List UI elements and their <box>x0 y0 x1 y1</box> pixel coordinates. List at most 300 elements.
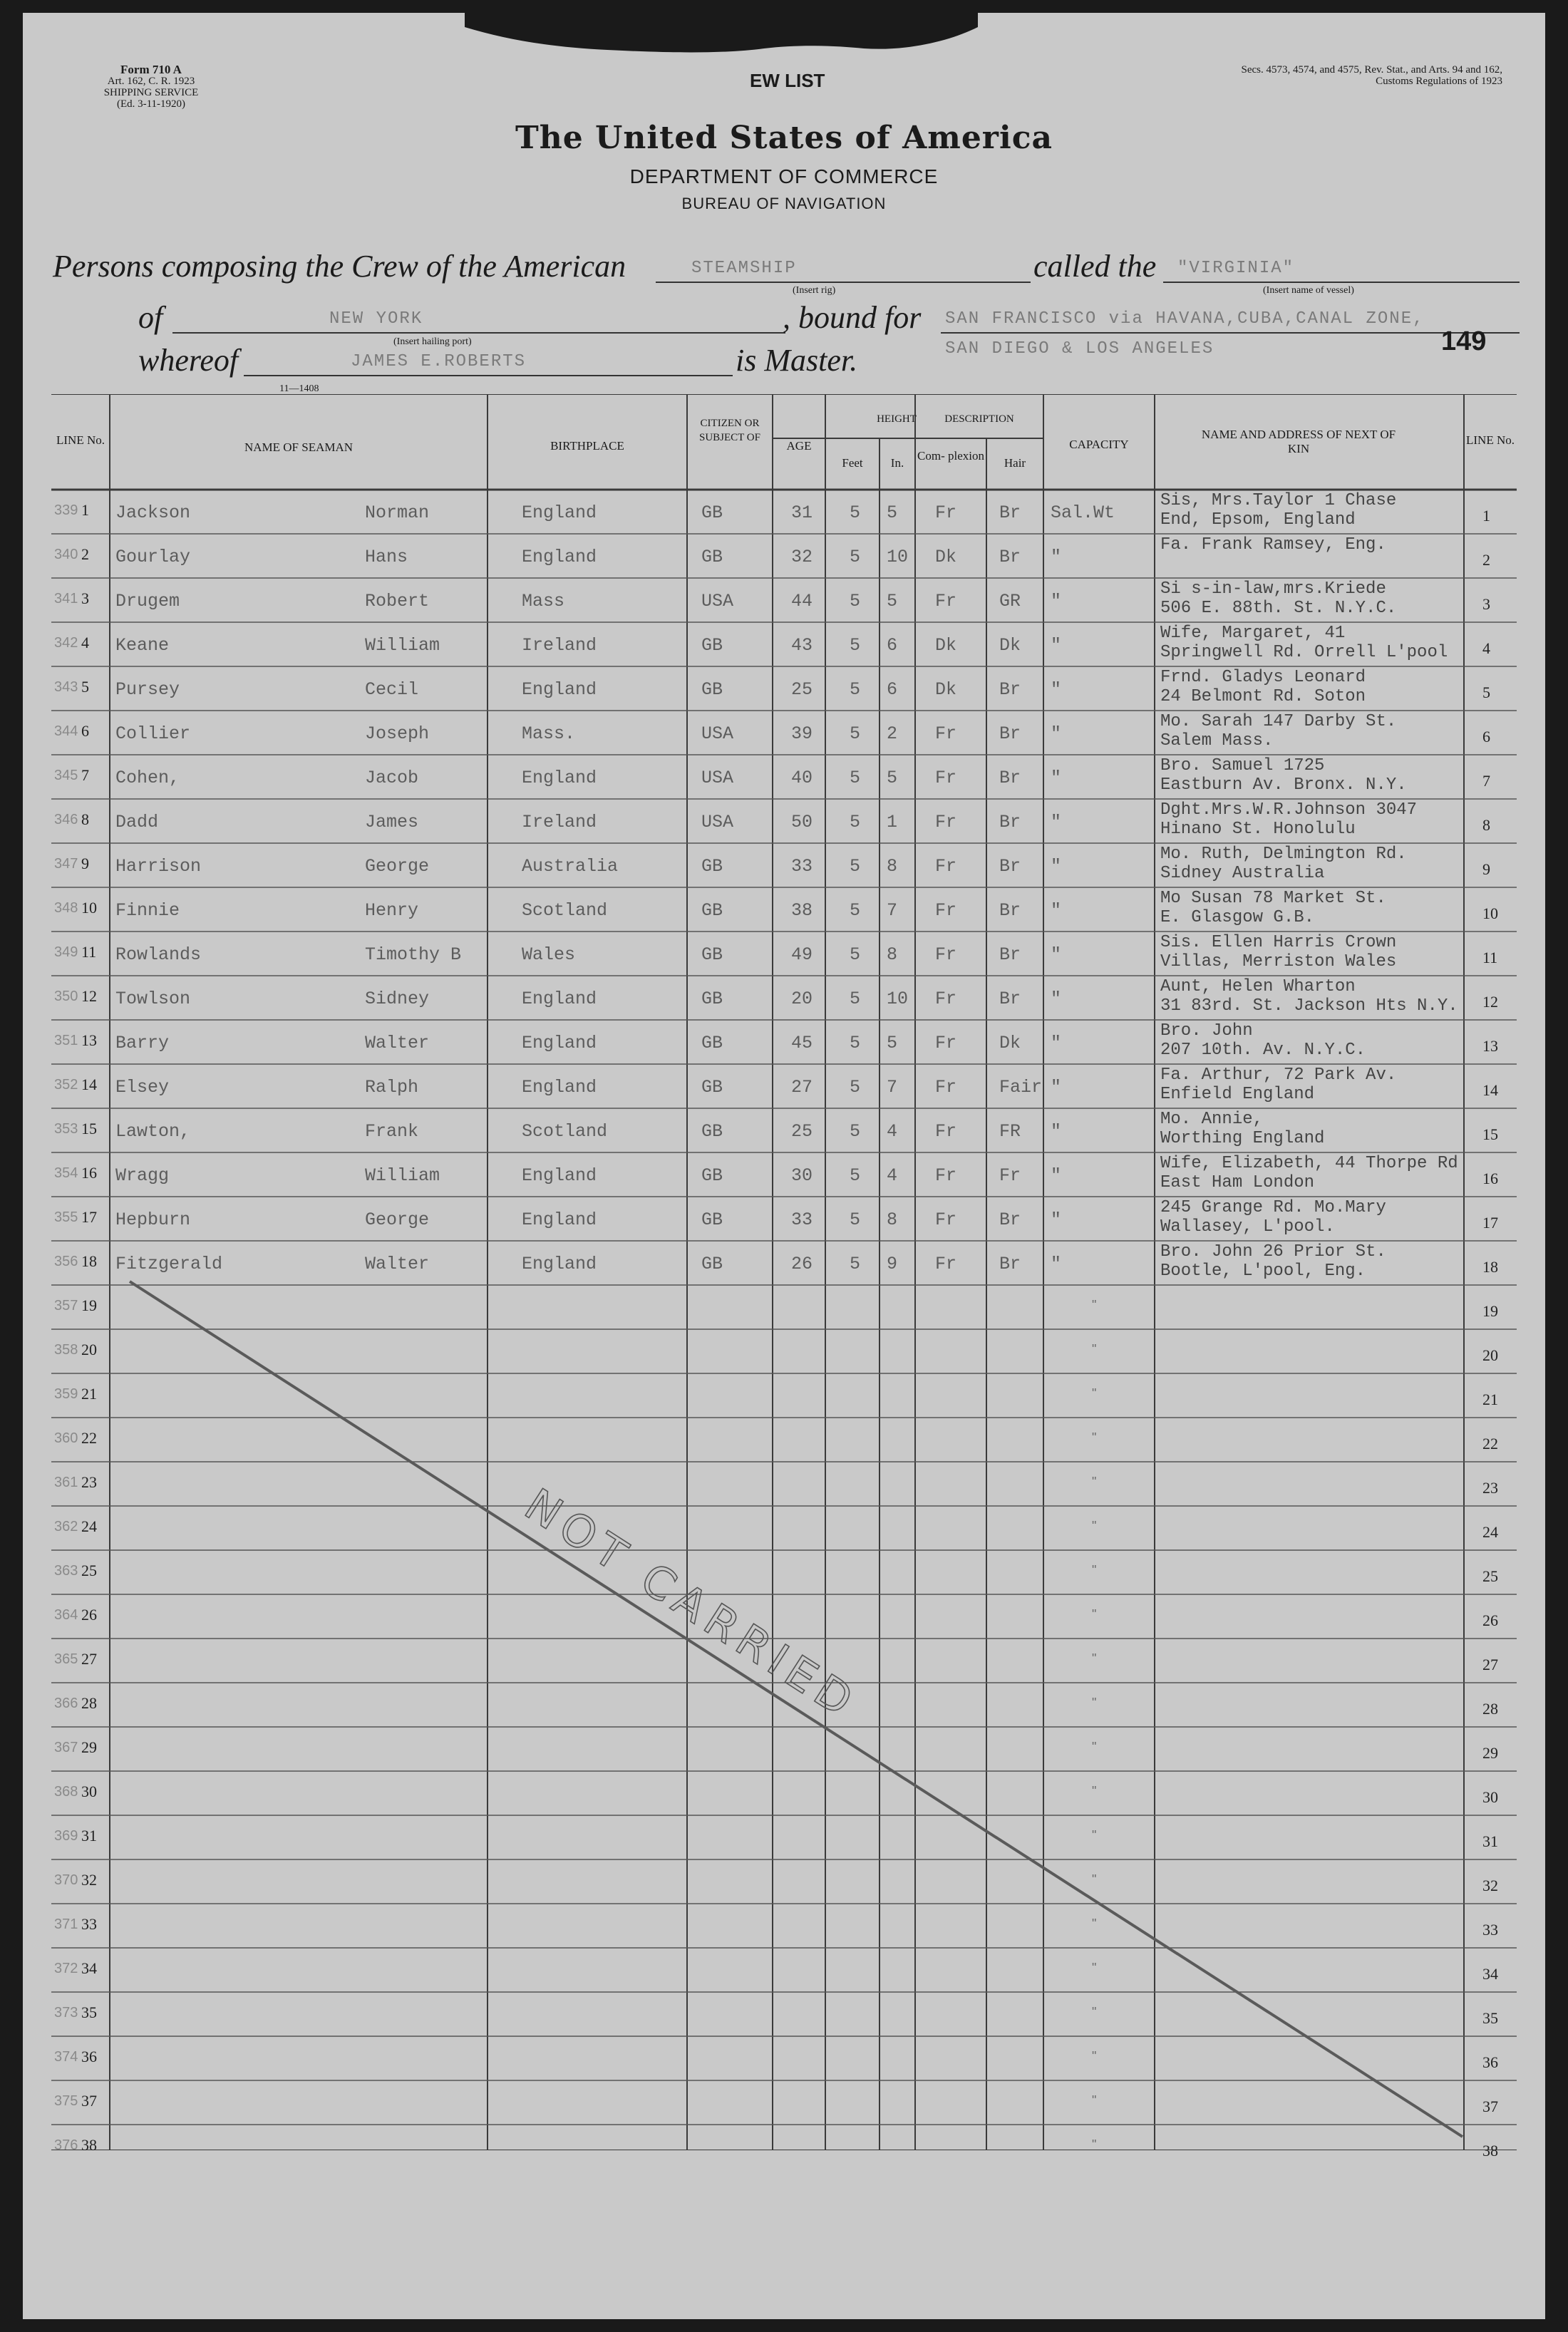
header-age: AGE <box>786 439 812 453</box>
seaman-surname: Towlson <box>115 989 191 1009</box>
complexion: Fr <box>935 1165 957 1186</box>
stamped-number: 342 <box>54 635 78 651</box>
stamped-number: 372 <box>54 1961 78 1976</box>
capacity: " <box>1051 1165 1062 1186</box>
height-inches: 5 <box>887 502 898 523</box>
citizenship: GB <box>701 1209 723 1230</box>
line-number-right: 7 <box>1482 772 1490 790</box>
capacity-ditto: " <box>1092 1784 1097 1798</box>
seaman-surname: Finnie <box>115 900 180 921</box>
capacity-ditto: " <box>1092 1519 1097 1533</box>
line-number-right: 16 <box>1482 1170 1498 1187</box>
line-number-right: 9 <box>1482 860 1490 878</box>
next-of-kin-line2: E. Glasgow G.B. <box>1160 908 1315 927</box>
stamped-number: 360 <box>54 1430 78 1446</box>
age: 30 <box>791 1165 813 1186</box>
hair: Br <box>999 812 1021 832</box>
line-number: 30 <box>81 1782 97 1800</box>
height-inches: 5 <box>887 768 898 788</box>
stamped-number: 348 <box>54 900 78 916</box>
line-number-right: 26 <box>1482 1611 1498 1629</box>
seaman-surname: Dadd <box>115 812 159 832</box>
height-feet: 5 <box>850 768 861 788</box>
height-inches: 8 <box>887 1209 898 1230</box>
stamped-number: 363 <box>54 1563 78 1579</box>
line-number-right: 6 <box>1482 728 1490 745</box>
capacity-ditto: " <box>1092 1430 1097 1445</box>
line-number-right: 33 <box>1482 1921 1498 1939</box>
stamped-number: 370 <box>54 1872 78 1888</box>
next-of-kin-line1: Mo. Ruth, Delmington Rd. <box>1160 845 1407 864</box>
height-inches: 10 <box>887 989 909 1009</box>
stamped-number: 339 <box>54 502 78 518</box>
line-number: 29 <box>81 1738 97 1756</box>
stamped-number: 345 <box>54 768 78 783</box>
birthplace: England <box>522 1077 597 1098</box>
next-of-kin-line1: 245 Grange Rd. Mo.Mary <box>1160 1198 1386 1217</box>
capacity: " <box>1051 768 1062 788</box>
birthplace: Mass. <box>522 723 576 744</box>
line-number-right: 23 <box>1482 1479 1498 1497</box>
seaman-given-name: Hans <box>365 547 408 567</box>
line-number: 32 <box>81 1871 97 1889</box>
capacity: " <box>1051 1033 1062 1053</box>
next-of-kin-line1: Fa. Frank Ramsey, Eng. <box>1160 535 1386 554</box>
label-called: called the <box>1033 249 1157 284</box>
line-number: 15 <box>81 1120 97 1137</box>
height-feet: 5 <box>850 812 861 832</box>
height-feet: 5 <box>850 502 861 523</box>
port-field: NEW YORK <box>172 309 785 334</box>
capacity-ditto: " <box>1092 2137 1097 2152</box>
form-art: Art. 162, C. R. 1923 <box>107 76 195 87</box>
line-number-right: 32 <box>1482 1877 1498 1894</box>
next-of-kin-line1: Dght.Mrs.W.R.Johnson 3047 <box>1160 800 1418 820</box>
stamped-number: 343 <box>54 679 78 695</box>
height-feet: 5 <box>850 1254 861 1274</box>
complexion: Fr <box>935 723 957 744</box>
line-number: 6 <box>81 722 89 740</box>
line-number-right: 15 <box>1482 1125 1498 1143</box>
complexion: Fr <box>935 768 957 788</box>
seaman-given-name: Jacob <box>365 768 419 788</box>
line-number: 12 <box>81 987 97 1005</box>
stamped-number: 371 <box>54 1916 78 1932</box>
seaman-surname: Harrison <box>115 856 202 877</box>
citizenship: GB <box>701 1033 723 1053</box>
hair: Br <box>999 768 1021 788</box>
age: 25 <box>791 1121 813 1142</box>
seaman-given-name: Norman <box>365 502 430 523</box>
next-of-kin-line2: End, Epsom, England <box>1160 510 1356 530</box>
next-of-kin-line2: 31 83rd. St. Jackson Hts N.Y. <box>1160 996 1458 1016</box>
stamped-number: 376 <box>54 2137 78 2153</box>
line-number-right: 14 <box>1482 1081 1498 1099</box>
height-inches: 5 <box>887 591 898 612</box>
next-of-kin-line2: Enfield England <box>1160 1085 1315 1104</box>
birthplace: Ireland <box>522 635 597 656</box>
seaman-given-name: James <box>365 812 419 832</box>
next-of-kin-line2: East Ham London <box>1160 1173 1315 1192</box>
hair: Dk <box>999 1033 1021 1053</box>
header-name: NAME OF SEAMAN <box>244 440 354 454</box>
complexion: Fr <box>935 812 957 832</box>
next-of-kin-line1: Wife, Margaret, 41 <box>1160 624 1346 643</box>
next-of-kin-line2: Worthing England <box>1160 1129 1325 1148</box>
seaman-surname: Barry <box>115 1033 170 1053</box>
citizenship: GB <box>701 944 723 965</box>
line-number-right: 10 <box>1482 904 1498 922</box>
line-number: 10 <box>81 899 97 917</box>
citizenship: USA <box>701 591 734 612</box>
next-of-kin-line2: Sidney Australia <box>1160 864 1325 883</box>
height-feet: 5 <box>850 900 861 921</box>
destination-field-1: SAN FRANCISCO via HAVANA,CUBA,CANAL ZONE, <box>941 309 1520 334</box>
line-number: 2 <box>81 545 89 563</box>
hair: Dk <box>999 635 1021 656</box>
list-title: EW LIST <box>750 70 825 91</box>
citizenship: GB <box>701 1254 723 1274</box>
next-of-kin-line1: Wife, Elizabeth, 44 Thorpe Rd <box>1160 1154 1458 1173</box>
age: 50 <box>791 812 813 832</box>
line-number-right: 30 <box>1482 1788 1498 1806</box>
header-inches: In. <box>890 456 904 470</box>
hair: Br <box>999 723 1021 744</box>
bureau-name: BUREAU OF NAVIGATION <box>681 195 887 212</box>
capacity: " <box>1051 679 1062 700</box>
seaman-surname: Gourlay <box>115 547 191 567</box>
complexion: Fr <box>935 591 957 612</box>
height-feet: 5 <box>850 856 861 877</box>
hair: Fr <box>999 1165 1021 1186</box>
capacity-ditto: " <box>1092 1828 1097 1842</box>
stamped-number: 340 <box>54 547 78 562</box>
statute-reference: Secs. 4573, 4574, and 4575, Rev. Stat., and Arts. 94 and 162, Customs Regulations of 1923 <box>1241 64 1502 87</box>
next-of-kin-line1: Mo Susan 78 Market St. <box>1160 889 1386 908</box>
line-number: 21 <box>81 1385 97 1403</box>
seaman-surname: Drugem <box>115 591 180 612</box>
capacity: " <box>1051 547 1062 567</box>
birthplace: Wales <box>522 944 576 965</box>
seaman-given-name: William <box>365 1165 440 1186</box>
header-next-of-kin: NAME AND ADDRESS OF NEXT OF KIN <box>1201 428 1396 455</box>
birthplace: England <box>522 547 597 567</box>
page-number: 149 <box>1441 326 1487 356</box>
height-feet: 5 <box>850 723 861 744</box>
capacity-ditto: " <box>1092 1961 1097 1975</box>
line-number: 8 <box>81 810 89 828</box>
stamped-number: 353 <box>54 1121 78 1137</box>
header-citizen: CITIZEN OR SUBJECT OF <box>698 418 760 443</box>
line-number: 14 <box>81 1075 97 1093</box>
seaman-surname: Rowlands <box>115 944 202 965</box>
complexion: Fr <box>935 989 957 1009</box>
next-of-kin-line2: 506 E. 88th. St. N.Y.C. <box>1160 599 1397 618</box>
capacity-ditto: " <box>1092 1386 1097 1400</box>
capacity-ditto: " <box>1092 1872 1097 1887</box>
hair: FR <box>999 1121 1021 1142</box>
capacity: " <box>1051 989 1062 1009</box>
line-number: 23 <box>81 1473 97 1491</box>
line-number-right: 22 <box>1482 1435 1498 1453</box>
capacity: " <box>1051 635 1062 656</box>
stamped-number: 366 <box>54 1696 78 1711</box>
height-inches: 9 <box>887 1254 898 1274</box>
line-number-right: 19 <box>1482 1302 1498 1320</box>
capacity: " <box>1051 1254 1062 1274</box>
capacity-ditto: " <box>1092 1740 1097 1754</box>
height-feet: 5 <box>850 1033 861 1053</box>
department-name: DEPARTMENT OF COMMERCE <box>629 165 939 187</box>
stamped-number: 358 <box>54 1342 78 1358</box>
height-feet: 5 <box>850 1121 861 1142</box>
birthplace: England <box>522 502 597 523</box>
stamped-number: 368 <box>54 1784 78 1800</box>
line-number-right: 12 <box>1482 993 1498 1011</box>
next-of-kin-line1: Si s-in-law,mrs.Kriede <box>1160 579 1386 599</box>
stamped-number: 356 <box>54 1254 78 1269</box>
stamped-number: 346 <box>54 812 78 827</box>
label-whereof: whereof <box>138 343 239 378</box>
height-feet: 5 <box>850 591 861 612</box>
citizenship: USA <box>701 812 734 832</box>
next-of-kin-line2: Eastburn Av. Bronx. N.Y. <box>1160 775 1407 795</box>
line-number: 36 <box>81 2048 97 2065</box>
line-number: 16 <box>81 1164 97 1182</box>
line-number-right: 3 <box>1482 595 1490 613</box>
complexion: Fr <box>935 856 957 877</box>
line-number-right: 38 <box>1482 2142 1498 2160</box>
stamped-number: 362 <box>54 1519 78 1534</box>
height-inches: 8 <box>887 856 898 877</box>
citizenship: GB <box>701 635 723 656</box>
stamped-number: 349 <box>54 944 78 960</box>
seaman-given-name: Frank <box>365 1121 419 1142</box>
line-number: 19 <box>81 1296 97 1314</box>
line-number-right: 13 <box>1482 1037 1498 1055</box>
age: 27 <box>791 1077 813 1098</box>
citizenship: GB <box>701 1121 723 1142</box>
line-number: 4 <box>81 634 89 651</box>
line-number: 31 <box>81 1827 97 1845</box>
birthplace: England <box>522 1209 597 1230</box>
seaman-given-name: Walter <box>365 1254 430 1274</box>
stamped-number: 365 <box>54 1651 78 1667</box>
header-line-no-right: LINE No. <box>1466 433 1515 447</box>
stamped-number: 347 <box>54 856 78 872</box>
complexion: Fr <box>935 900 957 921</box>
height-feet: 5 <box>850 679 861 700</box>
line-number: 35 <box>81 2003 97 2021</box>
complexion: Dk <box>935 679 957 700</box>
line-number-right: 31 <box>1482 1832 1498 1850</box>
birthplace: Ireland <box>522 812 597 832</box>
height-inches: 6 <box>887 679 898 700</box>
next-of-kin-line1: Sis, Mrs.Taylor 1 Chase <box>1160 491 1397 510</box>
age: 33 <box>791 1209 813 1230</box>
birthplace: Australia <box>522 856 619 877</box>
next-of-kin-line1: Mo. Annie, <box>1160 1110 1264 1129</box>
height-inches: 8 <box>887 944 898 965</box>
citizenship: GB <box>701 856 723 877</box>
header-feet: Feet <box>842 456 863 470</box>
line-number-right: 29 <box>1482 1744 1498 1762</box>
stamped-number: 355 <box>54 1209 78 1225</box>
capacity-ditto: " <box>1092 1607 1097 1621</box>
stamped-number: 354 <box>54 1165 78 1181</box>
hair: GR <box>999 591 1021 612</box>
seaman-surname: Cohen, <box>115 768 180 788</box>
line-number: 27 <box>81 1650 97 1668</box>
stamped-number: 361 <box>54 1475 78 1490</box>
next-of-kin-line1: Bro. Samuel 1725 <box>1160 756 1325 775</box>
header-capacity: CAPACITY <box>1069 438 1129 451</box>
line-number-right: 34 <box>1482 1965 1498 1983</box>
citizenship: GB <box>701 1165 723 1186</box>
line-number: 20 <box>81 1341 97 1358</box>
master-field: JAMES E.ROBERTS <box>244 352 733 376</box>
line-number: 3 <box>81 589 89 607</box>
line-number: 25 <box>81 1562 97 1579</box>
crew-list-page <box>23 13 1545 2319</box>
height-inches: 5 <box>887 1033 898 1053</box>
next-of-kin-line2: Springwell Rd. Orrell L'pool <box>1160 643 1448 662</box>
birthplace: England <box>522 1033 597 1053</box>
line-number-right: 28 <box>1482 1700 1498 1718</box>
header-hair: Hair <box>1004 456 1026 470</box>
age: 32 <box>791 547 813 567</box>
age: 26 <box>791 1254 813 1274</box>
age: 43 <box>791 635 813 656</box>
complexion: Fr <box>935 944 957 965</box>
citizenship: GB <box>701 547 723 567</box>
line-number: 22 <box>81 1429 97 1447</box>
capacity: " <box>1051 723 1062 744</box>
line-number-right: 27 <box>1482 1656 1498 1673</box>
complexion: Fr <box>935 1033 957 1053</box>
height-inches: 10 <box>887 547 909 567</box>
height-feet: 5 <box>850 635 861 656</box>
birthplace: England <box>522 989 597 1009</box>
age: 49 <box>791 944 813 965</box>
complexion: Fr <box>935 1254 957 1274</box>
line-number: 1 <box>81 501 89 519</box>
seaman-surname: Collier <box>115 723 191 744</box>
citizenship: GB <box>701 502 723 523</box>
age: 39 <box>791 723 813 744</box>
next-of-kin-line1: Fa. Arthur, 72 Park Av. <box>1160 1066 1397 1085</box>
form-number: Form 710 A <box>120 63 182 76</box>
hair: Br <box>999 1209 1021 1230</box>
age: 44 <box>791 591 813 612</box>
capacity: " <box>1051 944 1062 965</box>
seaman-surname: Jackson <box>115 502 191 523</box>
next-of-kin-line1: Bro. John <box>1160 1021 1253 1041</box>
line-number: 28 <box>81 1694 97 1712</box>
height-inches: 7 <box>887 900 898 921</box>
capacity: " <box>1051 900 1062 921</box>
port-hint: (Insert hailing port) <box>393 336 472 347</box>
rig-field: STEAMSHIP <box>656 259 1031 283</box>
complexion: Fr <box>935 1209 957 1230</box>
hair: Br <box>999 679 1021 700</box>
line-number-right: 21 <box>1482 1391 1498 1408</box>
line-number: 17 <box>81 1208 97 1226</box>
height-inches: 1 <box>887 812 898 832</box>
next-of-kin-line2: Bootle, L'pool, Eng. <box>1160 1262 1366 1281</box>
label-master: is Master. <box>736 343 858 378</box>
hair: Br <box>999 1254 1021 1274</box>
line-number-right: 37 <box>1482 2098 1498 2115</box>
capacity-ditto: " <box>1092 2049 1097 2063</box>
birthplace: Mass <box>522 591 565 612</box>
stamped-number: 341 <box>54 591 78 607</box>
destination-field-2: SAN DIEGO & LOS ANGELES <box>945 339 1214 358</box>
birthplace: Scotland <box>522 1121 608 1142</box>
stamped-number: 364 <box>54 1607 78 1623</box>
height-feet: 5 <box>850 1077 861 1098</box>
next-of-kin-line1: Mo. Sarah 147 Darby St. <box>1160 712 1397 731</box>
line-number-right: 20 <box>1482 1346 1498 1364</box>
line-number: 37 <box>81 2092 97 2110</box>
complexion: Fr <box>935 502 957 523</box>
hair: Br <box>999 547 1021 567</box>
line-number-right: 17 <box>1482 1214 1498 1232</box>
height-inches: 2 <box>887 723 898 744</box>
line-number: 26 <box>81 1606 97 1624</box>
line-number: 34 <box>81 1959 97 1977</box>
line-number-right: 35 <box>1482 2009 1498 2027</box>
seaman-given-name: Robert <box>365 591 430 612</box>
next-of-kin-line2: Wallasey, L'pool. <box>1160 1217 1335 1237</box>
birthplace: England <box>522 1254 597 1274</box>
vessel-field: "VIRGINIA" <box>1163 259 1520 283</box>
vessel-hint: (Insert name of vessel) <box>1263 285 1354 296</box>
age: 45 <box>791 1033 813 1053</box>
height-inches: 6 <box>887 635 898 656</box>
age: 38 <box>791 900 813 921</box>
complexion: Fr <box>935 1121 957 1142</box>
citizenship: GB <box>701 1077 723 1098</box>
line-number: 33 <box>81 1915 97 1933</box>
stamped-number: 374 <box>54 2049 78 2065</box>
capacity: " <box>1051 591 1062 612</box>
seaman-given-name: Joseph <box>365 723 430 744</box>
line-number: 24 <box>81 1517 97 1535</box>
stamped-number: 350 <box>54 989 78 1004</box>
seaman-given-name: George <box>365 856 430 877</box>
form-edition: (Ed. 3-11-1920) <box>116 98 186 110</box>
line-number: 18 <box>81 1252 97 1270</box>
header-height: HEIGHT <box>877 413 917 425</box>
capacity-ditto: " <box>1092 1916 1097 1931</box>
next-of-kin-line2: 24 Belmont Rd. Soton <box>1160 687 1366 706</box>
form-service: SHIPPING SERVICE <box>103 87 199 98</box>
header-complexion: Com- plexion <box>917 449 984 463</box>
line-number-right: 18 <box>1482 1258 1498 1276</box>
seaman-surname: Fitzgerald <box>115 1254 223 1274</box>
capacity-ditto: " <box>1092 2093 1097 2107</box>
line-number-right: 36 <box>1482 2053 1498 2071</box>
line-number: 38 <box>81 2136 97 2154</box>
line-number-right: 5 <box>1482 683 1490 701</box>
seaman-given-name: Ralph <box>365 1077 419 1098</box>
hair: Br <box>999 944 1021 965</box>
height-feet: 5 <box>850 1165 861 1186</box>
capacity: Sal.Wt <box>1051 502 1115 523</box>
seaman-given-name: Henry <box>365 900 419 921</box>
height-inches: 4 <box>887 1121 898 1142</box>
